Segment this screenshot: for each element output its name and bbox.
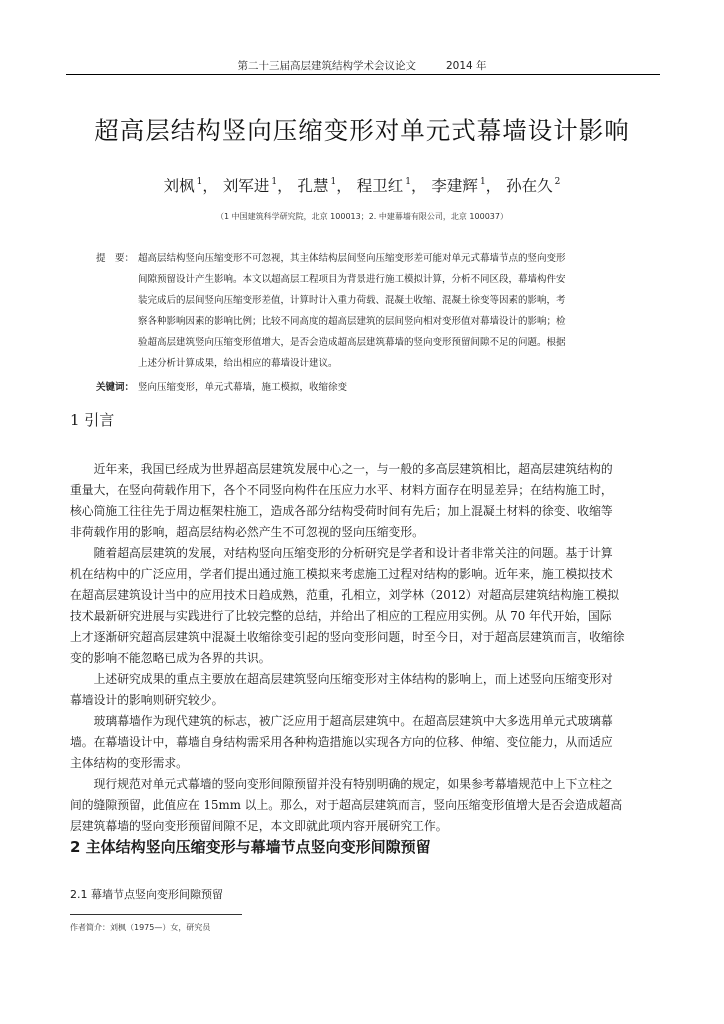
abstract-line: 超高层结构竖向压缩变形不可忽视，其主体结构层间竖向压缩变形差可能对单元式幕墙节点的竖向变形 (138, 253, 566, 264)
keywords-text: 竖向压缩变形，单元式幕墙，施工模拟，收缩徐变 (138, 382, 348, 393)
body-line: 层建筑幕墙的竖向变形预留间隙不足，本文即就此项内容开展研究工作。 (70, 819, 448, 833)
body-line: 近年来，我国已经成为世界超高层建筑发展中心之一，与一般的多高层建筑相比，超高层建筑结构的 (70, 462, 613, 476)
body-line: 在超高层建筑设计当中的应用技术日趋成熟，范重，孔相立，刘学林（2012）对超高层建筑结构施工模拟 (70, 588, 620, 602)
author: 孔慧 $^1$， (297, 177, 352, 195)
body-line: 重量大，在竖向荷载作用下，各个不同竖向构件在压应力水平、材料方面存在明显差异；在结构施工时， (70, 483, 613, 497)
footnote: 作者简介：刘枫（1975—）女，研究员 (70, 923, 211, 932)
subsection-heading: 2.1 幕墙节点竖向变形间隙预留 (70, 888, 223, 901)
body-line: 机在结构中的广泛应用，学者们提出通过施工模拟来考虑施工过程对结构的影响。近年来，施工模拟技术 (70, 567, 613, 581)
running-header (0, 58, 724, 73)
section-heading: 2 主体结构竖向压缩变形与幕墙节点竖向变形间隙预留 (70, 838, 431, 856)
author: 李建辉 $^1$， (431, 177, 502, 195)
abstract-line: 间隙预留设计产生影响。本文以超高层工程项目为背景进行施工模拟计算，分析不同区段，幕墙构件安 (138, 274, 566, 285)
author-list (0, 174, 724, 196)
author: 刘军进 $^1$， (222, 177, 293, 195)
header-year: 2014 年 (445, 60, 487, 72)
author: 孙在久 $^2$ (506, 177, 561, 195)
abstract-line: 验超高层建筑竖向压缩变形值增大，是否会造成超高层建筑幕墙的竖向变形预留间隙不足的问题。根据 (138, 337, 566, 348)
abstract-label: 提 要： (96, 253, 135, 264)
body-line: 核心筒施工往往先于周边框架柱施工，造成各部分结构受荷时间有先后；加上混凝土材料的徐变、收缩等 (70, 504, 613, 518)
header-conference: 第二十三届高层建筑结构学术会议论文 (237, 60, 416, 72)
keywords-label: 关键词： (96, 382, 135, 393)
body-line: 玻璃幕墙作为现代建筑的标志，被广泛应用于超高层建筑中。在超高层建筑中大多选用单元式玻璃幕 (70, 714, 613, 728)
paper-title: 超高层结构竖向压缩变形对单元式幕墙设计影响 (94, 116, 630, 145)
author: 刘枫 $^1$， (163, 177, 218, 195)
abstract-line: 上述分析计算成果，给出相应的幕墙设计建议。 (138, 358, 338, 369)
header-rule (66, 74, 660, 75)
body-line: 上述研究成果的重点主要放在超高层建筑竖向压缩变形对主体结构的影响上，而上述竖向压缩变形对 (70, 672, 613, 686)
author: 程卫红 $^1$， (356, 177, 427, 195)
body-line: 现行规范对单元式幕墙的竖向变形间隙预留并没有特别明确的规定，如果参考幕墙规范中上下立柱之 (70, 777, 613, 791)
body-line: 非荷载作用的影响，超高层结构必然产生不可忽视的竖向压缩变形。 (70, 525, 424, 539)
body-line: 变的影响不能忽略已成为各界的共识。 (70, 651, 271, 665)
abstract-line: 装完成后的层间竖向压缩变形差值，计算时计入重力荷载、混凝土收缩、混凝土徐变等因素的影响，考 (138, 295, 566, 306)
footnote-rule (70, 914, 242, 915)
body-line: 墙。在幕墙设计中，幕墙自身结构需采用各种构造措施以实现各方向的位移、伸缩、变位能力，从而适应 (70, 735, 613, 749)
body-line: 上才逐渐研究超高层建筑中混凝土收缩徐变引起的竖向变形问题，时至今日，对于超高层建筑而言，收缩徐 (70, 630, 625, 644)
body-line: 主体结构的变形需求。 (70, 756, 188, 770)
body-line: 幕墙设计的影响则研究较少。 (70, 693, 224, 707)
section-heading: 1 引言 (70, 411, 115, 429)
affiliation: （1 中国建筑科学研究院，北京 100013；2. 中建幕墙有限公司，北京 100037） (216, 212, 508, 221)
body-line: 技术最新研究进展与实践进行了比较完整的总结，并给出了相应的工程应用实例。从 70 年代开始，国际 (70, 609, 612, 623)
body-line: 随着超高层建筑的发展，对结构竖向压缩变形的分析研究是学者和设计者非常关注的问题。基于计算 (70, 546, 613, 560)
abstract-line: 察各种影响因素的影响比例；比较不同高度的超高层建筑的层间竖向相对变形值对幕墙设计的影响；检 (138, 316, 566, 327)
body-line: 间的缝隙预留，此值应在 15mm 以上。那么，对于超高层建筑而言，竖向压缩变形值增大是否会造成超高 (70, 798, 623, 812)
